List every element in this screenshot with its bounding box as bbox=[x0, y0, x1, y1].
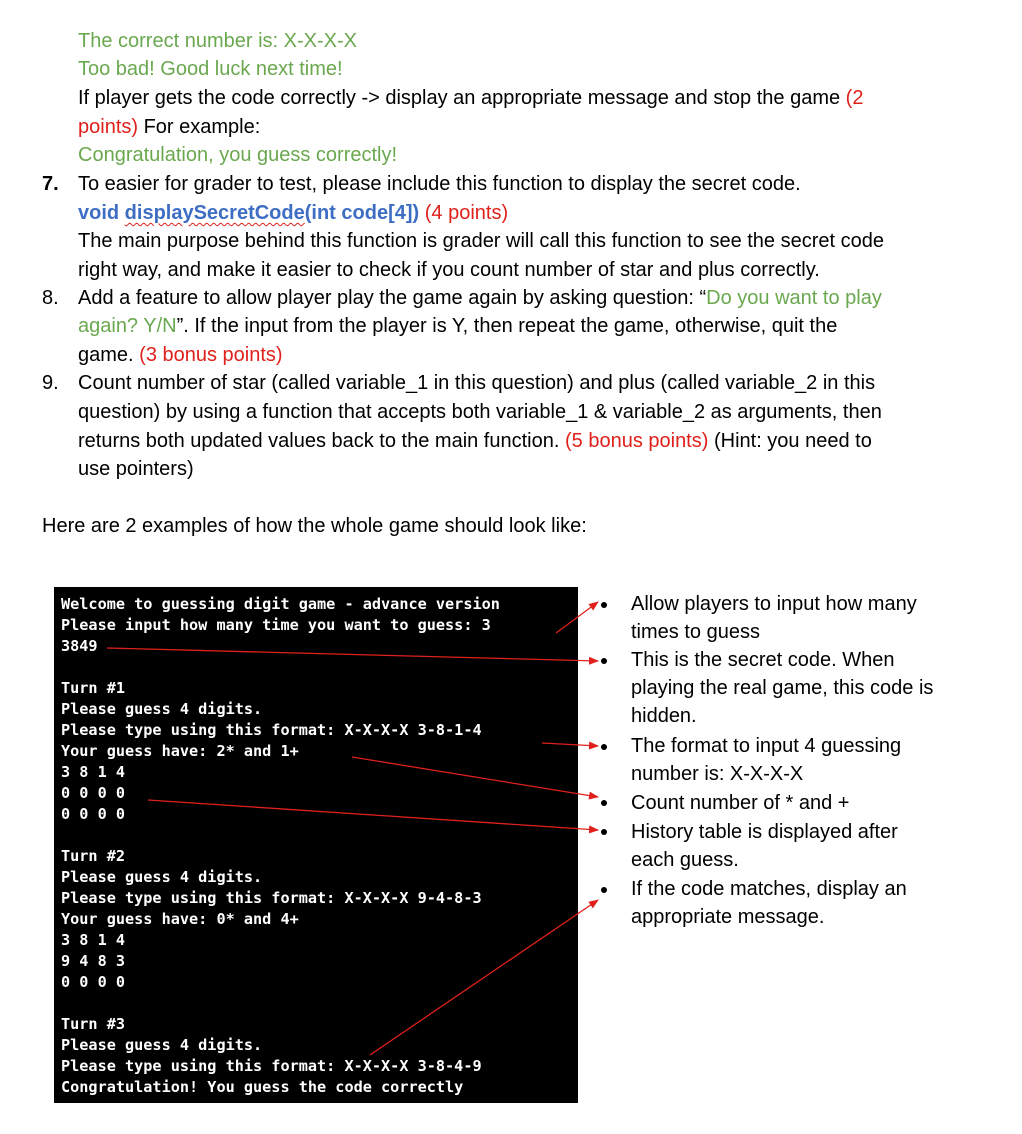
item-9-line-4: use pointers) bbox=[78, 458, 194, 480]
arrow-input-format bbox=[542, 743, 598, 746]
terminal-line: Please guess 4 digits. bbox=[61, 868, 263, 886]
too-bad-line: Too bad! Good luck next time! bbox=[78, 58, 343, 80]
terminal-line: Turn #3 bbox=[61, 1015, 126, 1033]
terminal-line: Welcome to guessing digit game - advance version bbox=[61, 595, 500, 613]
item-number-7: 7. bbox=[42, 173, 59, 195]
note-history-table: each guess. bbox=[631, 849, 739, 871]
note-guess-count: Allow players to input how many bbox=[631, 593, 917, 615]
arrow-code-match bbox=[370, 900, 598, 1055]
arrow-count-star-plus bbox=[352, 757, 598, 797]
item-8-text: ”. If the input from the player is Y, then repeat the game, otherwise, quit the bbox=[176, 315, 838, 337]
item-8-text: Add a feature to allow player play the game again by asking question: “ bbox=[78, 287, 707, 309]
note-guess-count: times to guess bbox=[631, 621, 760, 643]
points-label: (3 bonus points) bbox=[139, 344, 283, 366]
congratulation-example: Congratulation, you guess correctly! bbox=[78, 144, 398, 166]
item-8-text: game. bbox=[78, 344, 140, 366]
note-history-table: History table is displayed after bbox=[631, 821, 898, 843]
function-name: displaySecretCode bbox=[124, 202, 305, 224]
terminal-line: Please guess 4 digits. bbox=[61, 1036, 263, 1054]
arrow-guess-count bbox=[556, 602, 598, 633]
terminal-line: 9 4 8 3 bbox=[61, 952, 126, 970]
item-7-purpose: The main purpose behind this function is grader will call this function to see the secret code bbox=[78, 230, 884, 252]
note-input-format: number is: X-X-X-X bbox=[631, 763, 804, 785]
terminal-line: 0 0 0 0 bbox=[61, 973, 126, 991]
terminal-line: 3 8 1 4 bbox=[61, 931, 126, 949]
terminal-line: Please type using this format: X-X-X-X 3-8-4-9 bbox=[61, 1057, 482, 1075]
arrow-history-table bbox=[148, 800, 598, 830]
item-9-line-2: question) by using a function that accepts both variable_1 & variable_2 as arguments, then bbox=[78, 401, 882, 423]
item-7-text: To easier for grader to test, please include this function to display the secret code. bbox=[78, 173, 801, 195]
function-return-type: void bbox=[78, 202, 125, 224]
terminal-line: 0 0 0 0 bbox=[61, 805, 126, 823]
terminal-line: Please type using this format: X-X-X-X 3-8-1-4 bbox=[61, 721, 482, 739]
points-label: (5 bonus points) bbox=[564, 430, 709, 452]
terminal-line: Please input how many time you want to guess: 3 bbox=[61, 616, 491, 634]
terminal-line: 0 0 0 0 bbox=[61, 784, 126, 802]
note-secret-code: hidden. bbox=[631, 705, 697, 727]
note-count-star-plus: Count number of * and + bbox=[631, 792, 850, 814]
terminal-line: Please type using this format: X-X-X-X 9-4-8-3 bbox=[61, 889, 482, 907]
correct-number-line: The correct number is: X-X-X-X bbox=[78, 30, 357, 52]
item-7-purpose-cont: right way, and make it easier to check if you count number of star and plus correctly. bbox=[78, 259, 820, 281]
terminal-line: Turn #2 bbox=[61, 847, 126, 865]
note-code-match: appropriate message. bbox=[631, 906, 825, 928]
instruction-text: If player gets the code correctly -> display an appropriate message and stop the game bbox=[78, 87, 846, 109]
terminal-line: Please guess 4 digits. bbox=[61, 700, 263, 718]
points-label: (2 bbox=[845, 87, 864, 109]
item-9-hint: (Hint: you need to bbox=[708, 430, 872, 452]
terminal-line: Turn #1 bbox=[61, 679, 126, 697]
arrow-secret-code bbox=[107, 648, 598, 661]
play-again-question: again? Y/N bbox=[78, 315, 177, 337]
terminal-line: 3 8 1 4 bbox=[61, 763, 126, 781]
terminal-line: Your guess have: 0* and 4+ bbox=[61, 910, 299, 928]
examples-intro: Here are 2 examples of how the whole game should look like: bbox=[42, 515, 587, 537]
note-input-format: The format to input 4 guessing bbox=[631, 735, 902, 757]
terminal-line: Congratulation! You guess the code correctly bbox=[61, 1078, 464, 1096]
item-9-line-1: Count number of star (called variable_1 in this question) and plus (called variable_2 in this bbox=[78, 372, 876, 394]
terminal-line: Your guess have: 2* and 1+ bbox=[61, 742, 299, 760]
item-9-text: returns both updated values back to the main function. bbox=[78, 430, 565, 452]
note-secret-code: playing the real game, this code is bbox=[631, 677, 934, 699]
item-number-8: 8. bbox=[42, 287, 59, 309]
item-number-9: 9. bbox=[42, 372, 59, 394]
play-again-question: Do you want to play bbox=[706, 287, 882, 309]
example-text: For example: bbox=[138, 116, 261, 138]
note-code-match: If the code matches, display an bbox=[631, 878, 907, 900]
points-label: (4 points) bbox=[419, 202, 509, 224]
points-label: points) bbox=[78, 116, 139, 138]
terminal-line: 3849 bbox=[61, 637, 98, 655]
note-secret-code: This is the secret code. When bbox=[631, 649, 895, 671]
function-params: (int code[4]) bbox=[304, 202, 420, 224]
